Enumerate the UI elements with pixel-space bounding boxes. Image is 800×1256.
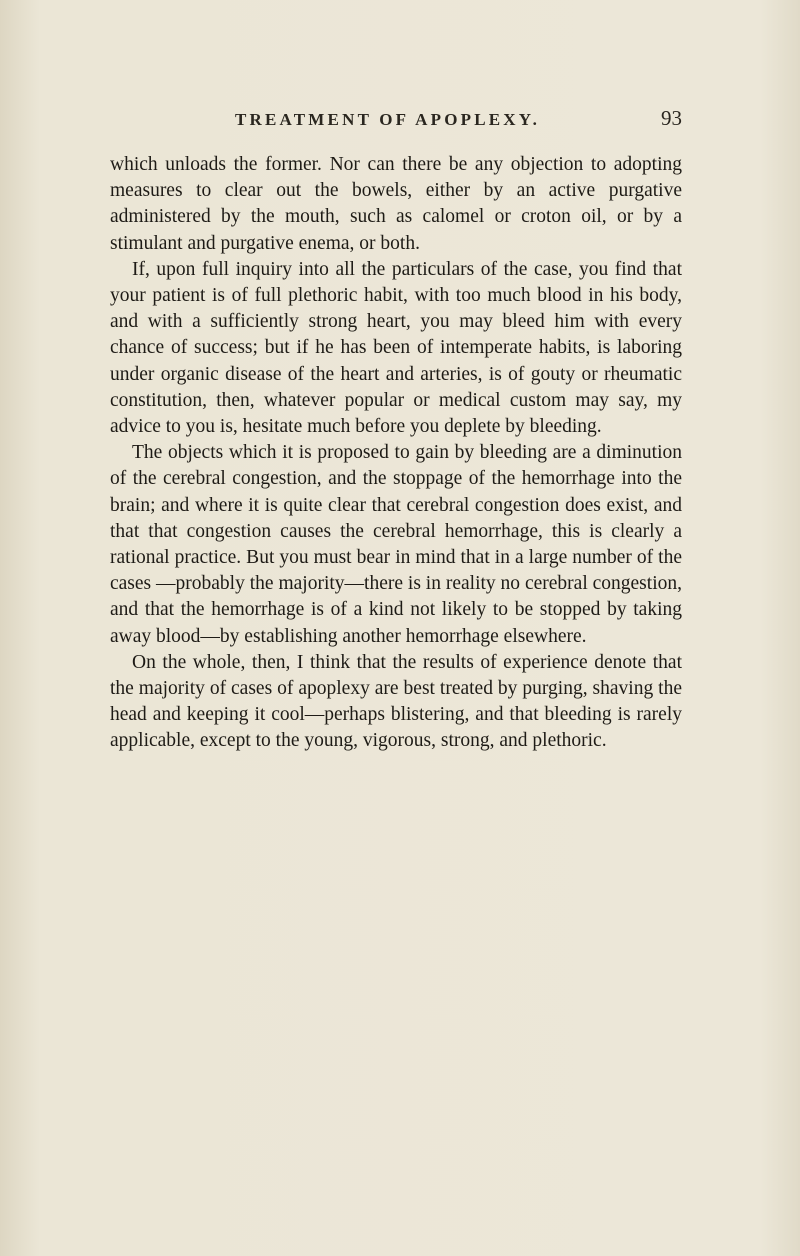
paragraph-bleeding-conditions: If, upon full inquiry into all the particulars of the case, you find that your patient is of full plethoric habit, with too much blood in his body, and with a sufficiently strong heart, you may bleed him with every chance of success; but if he has been of intemperate habits, is laboring under organic disease of the heart and arteries, is of gouty or rheumatic constitution, then, whatever popular or medical custom may say, my advice to you is, hesitate much before you deplete by bleeding. bbox=[110, 258, 682, 438]
body-text bbox=[110, 152, 682, 755]
paragraph-continuation: which unloads the former. Nor can there be any objection to adopting measures to clear out the bowels, either by an active purgative administered by the mouth, such as calomel or croton oil, or by a stimulant and purgative enema, or both. bbox=[110, 154, 682, 254]
page-number: 93 bbox=[661, 106, 682, 130]
book-page bbox=[110, 104, 682, 755]
running-title: TREATMENT OF APOPLEXY. bbox=[235, 110, 541, 129]
paragraph-conclusion: On the whole, then, I think that the results of experience denote that the majority of cases of apoplexy are best treated by purging, shaving the head and keeping it cool—perhaps blistering, and that bleeding is rarely applicable, except to the young, vigorous, strong, and plethoric. bbox=[110, 651, 682, 752]
running-header bbox=[110, 104, 682, 134]
paragraph-objects-of-bleeding: The objects which it is proposed to gain by bleeding are a diminution of the cerebral congestion, and the stoppage of the hemorrhage into the brain; and where it is quite clear that cerebral congestion does exist, and that that congestion causes the cerebral hemorrhage, this is clearly a rational practice. But you must bear in mind that in a large number of the cases —probably the majority—there is in reality no cerebral congestion, and that the hemorrhage is of a kind not likely to be stopped by taking away blood—by establishing another hemorrhage elsewhere. bbox=[110, 442, 682, 647]
